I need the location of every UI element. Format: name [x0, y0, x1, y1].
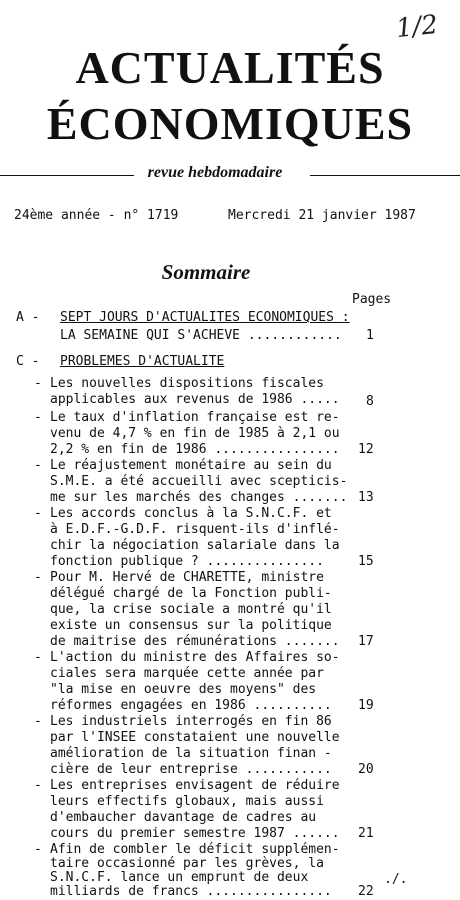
item-7-line-4: cière de leur entreprise ...........	[50, 762, 332, 777]
item-8-line-3: d'embaucher davantage de cadres au	[50, 810, 317, 825]
item-6-line-1: L'action du ministre des Affaires so-	[50, 650, 340, 665]
item-3-line-1: Le réajustement monétaire au sein du	[50, 458, 332, 473]
pages-column-header: Pages	[352, 292, 392, 307]
item-3-page: 13	[358, 490, 374, 505]
masthead-title-line-1: ACTUALITÉS	[75, 42, 385, 93]
item-5-line-3: que, la crise sociale a montré qu'il	[50, 602, 332, 617]
item-3-line-3: me sur les marchés des changes .......	[50, 490, 348, 505]
subtitle-row	[0, 164, 460, 186]
item-dash: -	[34, 714, 42, 729]
item-4-page: 15	[358, 554, 374, 569]
item-9-line-4: milliards de francs ................	[50, 884, 332, 899]
item-8-line-2: leurs effectifs globaux, mais aussi	[50, 794, 324, 809]
section-c-heading: PROBLEMES D'ACTUALITE	[60, 354, 225, 369]
item-5-line-4: existe un consensus sur la politique	[50, 618, 332, 633]
item-8-page: 21	[358, 826, 374, 841]
item-dash: -	[34, 842, 42, 857]
issue-date: Mercredi 21 janvier 1987	[228, 208, 416, 223]
item-dash: -	[34, 650, 42, 665]
subtitle: revue hebdomadaire	[147, 164, 283, 181]
item-7-line-3: amélioration de la situation finan -	[50, 746, 332, 761]
item-6-line-3: "la mise en oeuvre des moyens" des	[50, 682, 317, 697]
item-2-line-2: venu de 4,7 % en fin de 1985 à 2,1 ou	[50, 426, 340, 441]
item-6-line-2: ciales sera marquée cette année par	[50, 666, 324, 681]
item-dash: -	[34, 376, 42, 391]
issue-number: 24ème année - n° 1719	[14, 208, 179, 223]
handwritten-page-note: 1/2	[394, 9, 440, 45]
item-7-page: 20	[358, 762, 374, 777]
item-9-line-3: S.N.C.F. lance un emprunt de deux	[50, 870, 309, 885]
item-dash: -	[34, 458, 42, 473]
item-7-line-1: Les industriels interrogés en fin 86	[50, 714, 332, 729]
item-2-page: 12	[358, 442, 374, 457]
item-6-line-4: réformes engagées en 1986 ..........	[50, 698, 332, 713]
section-a-title-line-2: LA SEMAINE QUI S'ACHEVE ............	[60, 328, 342, 343]
item-dash: -	[34, 410, 42, 425]
item-4-line-3: chir la négociation salariale dans la	[50, 538, 340, 553]
item-5-line-1: Pour M. Hervé de CHARETTE, ministre	[50, 570, 324, 585]
item-9-line-1: Afin de combler le déficit supplémen-	[50, 842, 340, 857]
contents-heading: Sommaire	[161, 260, 251, 284]
continuation-mark: ./.	[384, 872, 408, 887]
section-a-page: 1	[366, 328, 374, 343]
item-dash: -	[34, 570, 42, 585]
item-5-line-5: de maitrise des rémunérations .......	[50, 634, 340, 649]
item-3-line-2: S.M.E. a été accueilli avec scepticis-	[50, 474, 348, 489]
item-6-page: 19	[358, 698, 374, 713]
item-7-line-2: par l'INSEE constataient une nouvelle	[50, 730, 340, 745]
section-a-letter: A -	[16, 310, 40, 325]
item-dash: -	[34, 506, 42, 521]
item-4-line-2: à E.D.F.-G.D.F. risquent-ils d'inflé-	[50, 522, 340, 537]
section-a-title-line-1: SEPT JOURS D'ACTUALITES ECONOMIQUES :	[60, 310, 350, 325]
item-2-line-3: 2,2 % en fin de 1986 ................	[50, 442, 340, 457]
item-1-page: 8	[366, 394, 374, 409]
item-1-line-1: Les nouvelles dispositions fiscales	[50, 376, 324, 391]
item-9-line-2: taire occasionné par les grèves, la	[50, 856, 324, 871]
item-5-line-2: délégué chargé de la Fonction publi-	[50, 586, 332, 601]
item-dash: -	[34, 778, 42, 793]
item-1-line-2: applicables aux revenus de 1986 .....	[50, 392, 340, 407]
item-4-line-4: fonction publique ? ...............	[50, 554, 324, 569]
masthead-title-line-2: ÉCONOMIQUES	[46, 98, 414, 149]
item-9-page: 22	[358, 884, 374, 899]
item-8-line-4: cours du premier semestre 1987 ......	[50, 826, 340, 841]
item-4-line-1: Les accords conclus à la S.N.C.F. et	[50, 506, 332, 521]
section-c-letter: C -	[16, 354, 40, 369]
subtitle-rule-right	[310, 175, 460, 176]
item-2-line-1: Le taux d'inflation française est re-	[50, 410, 340, 425]
item-5-page: 17	[358, 634, 374, 649]
item-8-line-1: Les entreprises envisagent de réduire	[50, 778, 340, 793]
subtitle-rule-left	[0, 175, 134, 176]
